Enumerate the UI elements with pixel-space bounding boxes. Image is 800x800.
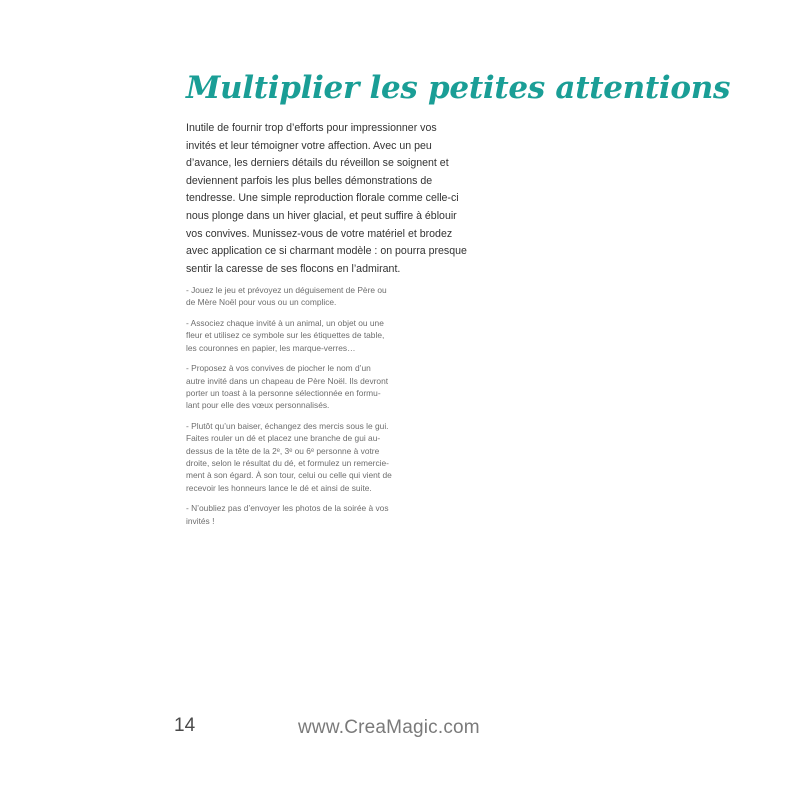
intro-line: sentir la caresse de ses flocons en l’admirant.	[186, 262, 401, 275]
intro-line: deviennent parfois les plus belles démonstrations de	[186, 174, 433, 187]
tip-line: autre invité dans un chapeau de Père Noël. Ils devront	[186, 375, 389, 386]
tip-line: de Mère Noël pour vous ou un complice.	[186, 297, 337, 308]
tip-line: Faites rouler un dé et placez une branche de gui au-	[186, 433, 381, 444]
intro-line: d’avance, les derniers détails du réveillon se soignent et	[186, 157, 449, 170]
intro-line: invités et leur témoigner votre affection. Avec un peu	[186, 139, 432, 152]
intro-line: tendresse. Une simple reproduction florale comme celle-ci	[186, 192, 459, 205]
intro-paragraph	[186, 120, 476, 278]
intro-line: Inutile de fournir trop d’efforts pour impressionner vos	[186, 122, 437, 134]
tips-list	[186, 284, 401, 536]
tip-line: porter un toast à la personne sélectionnée en formu-	[186, 388, 381, 399]
tip-line: ment à son égard. À son tour, celui ou celle qui vient de	[186, 470, 392, 481]
tip-line: les couronnes en papier, les marque-verres…	[186, 342, 356, 353]
tip-line: - Jouez le jeu et prévoyez un déguisement de Père ou	[186, 285, 387, 295]
tip-line: - Associez chaque invité à un animal, un objet ou une	[186, 318, 384, 329]
tip-line: invités !	[186, 515, 215, 526]
tip-line: - N’oubliez pas d’envoyer les photos de la soirée à vos	[186, 503, 389, 514]
tip-line: - Proposez à vos convives de piocher le nom d’un	[186, 363, 371, 374]
page-title: Multiplier les petites attentions	[186, 70, 731, 106]
intro-line: nous plonge dans un hiver glacial, et peut suffire à éblouir	[186, 209, 457, 222]
tip-item	[186, 362, 401, 411]
tip-item	[186, 284, 401, 309]
tip-line: - Plutôt qu’un baiser, échangez des mercis sous le gui.	[186, 421, 389, 432]
tip-item	[186, 502, 401, 527]
tip-item	[186, 420, 401, 494]
tip-item	[186, 317, 401, 354]
page-number: 14	[174, 715, 196, 736]
watermark-text: www.CreaMagic.com	[298, 717, 480, 738]
intro-line: avec application ce si charmant modèle : on pourra presque	[186, 245, 467, 258]
tip-line: lant pour elle des vœux personnalisés.	[186, 400, 330, 411]
tip-line: fleur et utilisez ce symbole sur les étiquettes de table,	[186, 330, 385, 341]
tip-line: droite, selon le résultat du dé, et formulez un remercie-	[186, 458, 389, 469]
intro-line: vos convives. Munissez-vous de votre matériel et brodez	[186, 227, 453, 240]
tip-line: recevoir les honneurs lance le dé et ainsi de suite.	[186, 482, 372, 493]
tip-line: dessus de la tête de la 2ᵉ, 3ᵉ ou 6ᵉ personne à votre	[186, 445, 380, 456]
